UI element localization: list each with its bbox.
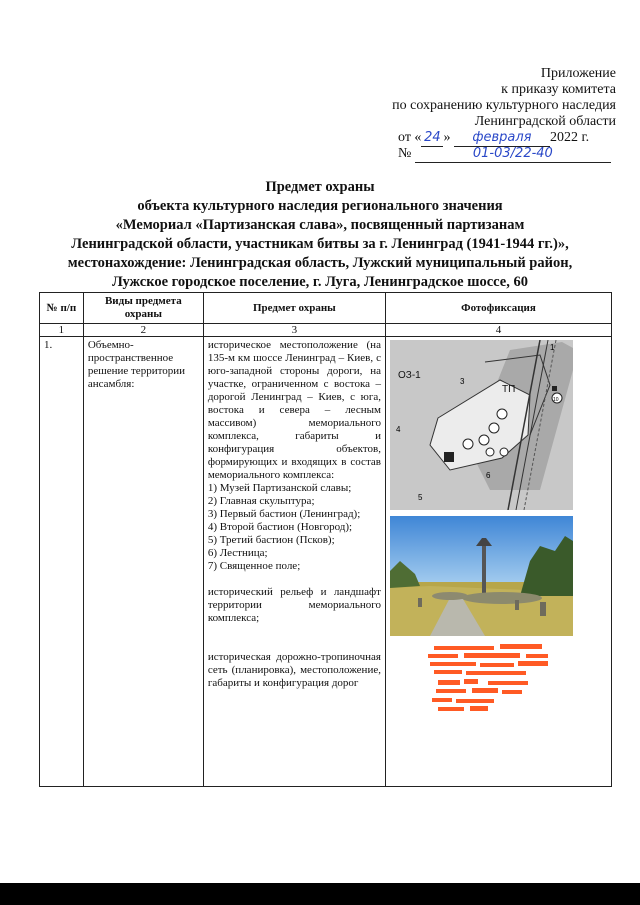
map-label-oz1: ОЗ-1 — [397, 370, 421, 381]
title-line-2: объекта культурного наследия регионального значения — [137, 198, 503, 214]
map-label-3: 3 — [459, 377, 465, 386]
title-line-3: «Мемориал «Партизанская слава», посвященный партизанам — [115, 217, 525, 233]
item-5: 5) Третий бастион (Псков); — [207, 534, 335, 546]
location-paragraph: историческое местоположение (на 135-м км шоссе Ленинград – Киев, с юго-западной стороны дороги, на участке, ограниченном с востока – дорогой Ленинград – Киев, с юга, востока и севера – лесным массивом) мемориального комплекса, габариты и конфигурация объектов, формирующих и входящих в состав мемориального комплекса: — [207, 339, 381, 481]
map-label-6: 6 — [485, 471, 491, 480]
memorial-photo — [390, 516, 573, 636]
number-value: 01-03/22-40 — [415, 146, 611, 163]
number-sign: № — [398, 146, 412, 161]
row-kind: Объемно-пространственное решение территории ансамбля: — [83, 337, 203, 787]
order-number — [398, 146, 616, 163]
scan-bottom-edge — [0, 883, 640, 905]
date-quote: » — [443, 130, 451, 145]
header-kind: Виды предмета охраны — [83, 293, 203, 324]
map-label-4: 4 — [395, 425, 401, 434]
header-photo: Фотофиксация — [385, 293, 611, 324]
item-3: 3) Первый бастион (Ленинград); — [207, 508, 361, 520]
map-label-tp: ТП — [501, 384, 516, 395]
map-label-5: 5 — [417, 493, 423, 502]
item-7: 7) Священное поле; — [207, 560, 301, 572]
page-title: Предмет охраны — [265, 179, 375, 195]
title-line-5: местонахождение: Ленинградская область, Лужский муниципальный район, — [67, 255, 573, 271]
row-number: 1. — [40, 337, 84, 787]
item-6: 6) Лестница; — [207, 547, 268, 559]
map-label-1: 1 — [549, 343, 555, 352]
relief-paragraph: исторический рельеф и ландшафт территории мемориального комплекса; — [207, 586, 381, 624]
date-month: февраля — [454, 130, 550, 147]
protection-table — [39, 292, 612, 787]
title-line-6: Лужское городское поселение, г. Луга, Ленинградское шоссе, 60 — [112, 274, 528, 290]
row-photos — [385, 337, 611, 787]
row-subject — [203, 337, 385, 787]
header-subject: Предмет охраны — [203, 293, 385, 324]
item-2: 2) Главная скульптура; — [207, 495, 315, 507]
title-line-4: Ленинградской области, участникам битвы за г. Ленинград (1941-1944 гг.)», — [71, 236, 569, 252]
date-prefix: от « — [398, 130, 422, 145]
site-plan-map — [390, 340, 573, 510]
item-4: 4) Второй бастион (Новгород); — [207, 521, 353, 533]
colnum-1: 1 — [40, 324, 84, 337]
colnum-3: 3 — [203, 324, 385, 337]
order-date — [398, 130, 618, 147]
date-day: 24 — [421, 130, 443, 147]
colnum-4: 4 — [385, 324, 611, 337]
redacted-stamp — [390, 642, 573, 716]
appendix-label: Приложение — [540, 66, 616, 81]
committee-name: по сохранению культурного наследия — [392, 98, 616, 113]
date-year: 2022 г. — [549, 130, 590, 145]
map-label-10: 10 — [552, 397, 559, 403]
region-name: Ленинградской области — [474, 114, 616, 129]
item-1: 1) Музей Партизанской славы; — [207, 482, 352, 494]
colnum-2: 2 — [83, 324, 203, 337]
header-num: № п/п — [40, 293, 84, 324]
roads-paragraph: историческая дорожно-тропиночная сеть (планировка), местоположение, габариты и конфигурация дорог — [207, 651, 381, 689]
order-ref: к приказу комитета — [501, 82, 616, 97]
